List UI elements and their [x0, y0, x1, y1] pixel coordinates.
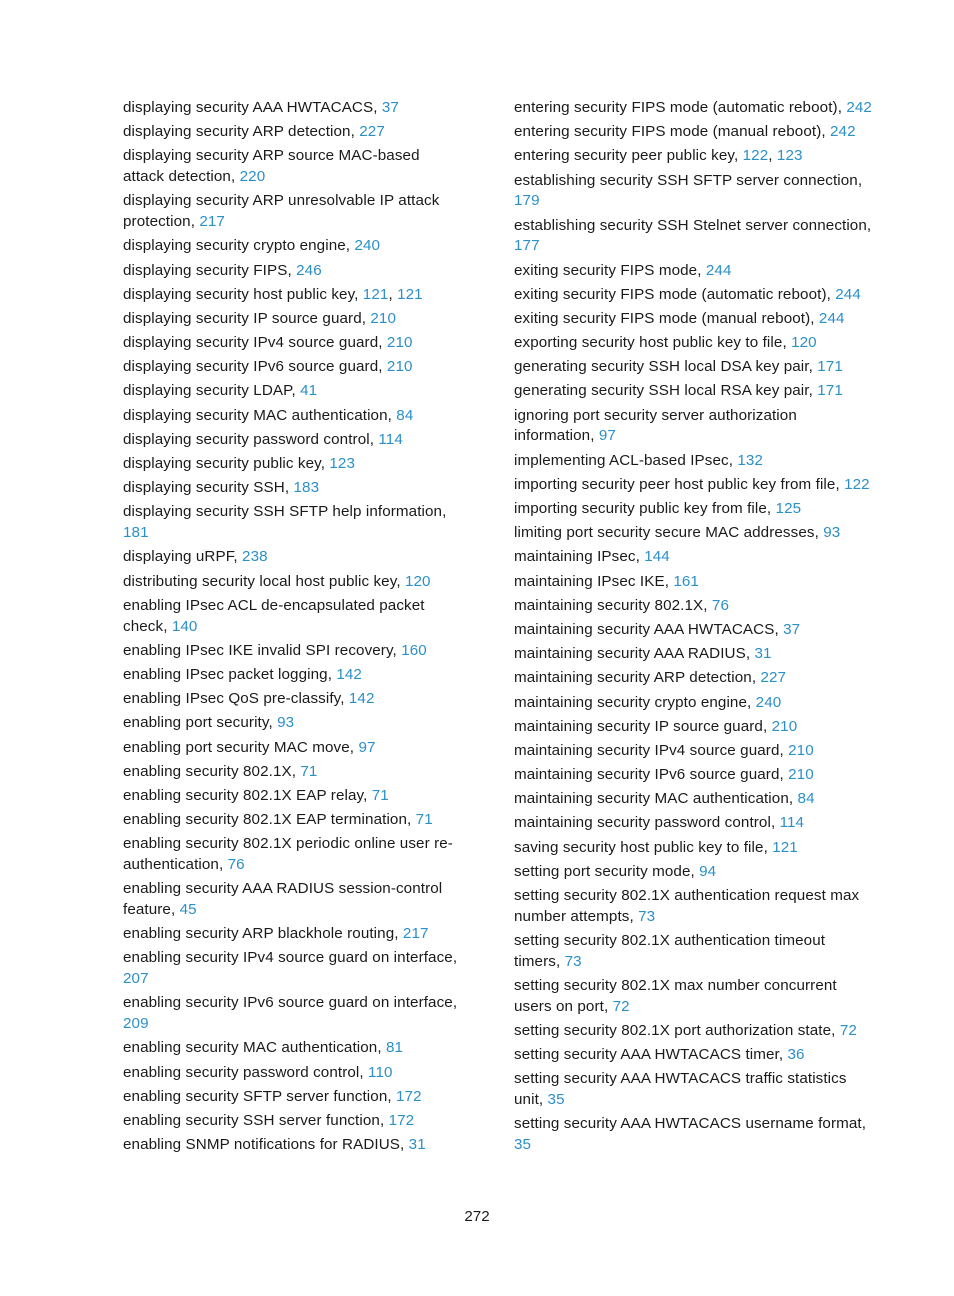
page-link[interactable]: 210: [370, 309, 397, 327]
page-link[interactable]: 240: [755, 693, 782, 711]
index-term: enabling security 802.1X periodic online user re-authentication: [123, 835, 453, 874]
page-link[interactable]: 121: [397, 285, 423, 303]
page-link[interactable]: 207: [123, 970, 149, 988]
index-entry: importing security public key from file, 125: [514, 500, 802, 518]
index-entry: maintaining security IPv4 source guard, 210: [514, 741, 814, 759]
page-link[interactable]: 31: [754, 645, 772, 663]
page-link[interactable]: 160: [401, 641, 427, 659]
page-link[interactable]: 161: [673, 572, 699, 590]
page-link[interactable]: 246: [296, 261, 322, 279]
page-link[interactable]: 210: [386, 358, 413, 376]
index-entry: entering security FIPS mode (automatic reboot), 242: [514, 99, 872, 116]
page-link[interactable]: 35: [547, 1091, 565, 1109]
index-entry: setting security AAA HWTACACS username format, 35: [514, 1115, 867, 1154]
index-entry: maintaining security ARP detection, 227: [514, 669, 787, 687]
page-link[interactable]: 73: [564, 952, 582, 970]
index-term: maintaining security IP source guard: [514, 717, 763, 735]
index-term: enabling security SSH server function: [123, 1111, 380, 1129]
index-entry: entering security FIPS mode (manual reboot), 242: [514, 123, 856, 141]
page-link[interactable]: 209: [123, 1015, 149, 1033]
page-link[interactable]: 142: [336, 665, 362, 683]
index-entry: displaying security ARP detection, 227: [123, 123, 385, 141]
page-link[interactable]: 183: [293, 479, 320, 497]
page-link[interactable]: 76: [711, 596, 730, 614]
page-link[interactable]: 244: [818, 309, 845, 327]
page-link[interactable]: 210: [788, 766, 814, 784]
index-term: enabling SNMP notifications for RADIUS: [123, 1136, 401, 1154]
index-term: enabling security IPv6 source guard on interface: [123, 994, 453, 1012]
index-term: enabling IPsec ACL de-encapsulated packet check: [123, 596, 425, 635]
index-term: establishing security SSH Stelnet server connection: [514, 216, 867, 234]
index-entry: enabling IPsec QoS pre-classify, 142: [123, 690, 375, 708]
index-entry: enabling security password control, 110: [123, 1063, 393, 1081]
index-term: ignoring port security server authorization information: [514, 406, 797, 445]
page-link[interactable]: 242: [846, 99, 872, 116]
index-entry: displaying security MAC authentication, 84: [123, 406, 414, 424]
index-term: maintaining IPsec IKE: [514, 572, 665, 590]
index-term: importing security peer host public key from file: [514, 475, 836, 493]
page-link[interactable]: 73: [638, 907, 656, 925]
index-entry: setting security 802.1X max number concurrent users on port, 72: [514, 976, 837, 1015]
index-term: entering security FIPS mode (manual reboot): [514, 123, 822, 141]
index-term: setting security 802.1X authentication timeout timers: [514, 932, 826, 970]
index-entry: entering security peer public key, 122, 123: [514, 147, 803, 165]
index-entry: enabling security 802.1X, 71: [123, 762, 318, 780]
index-term: saving security host public key to file: [514, 838, 764, 856]
page-link[interactable]: 210: [788, 741, 814, 759]
index-entry: establishing security SSH SFTP server connection, 179: [514, 171, 863, 210]
index-entry: generating security SSH local RSA key pair, 171: [514, 382, 843, 400]
page-link[interactable]: 94: [699, 862, 717, 880]
page-link[interactable]: 71: [300, 762, 318, 780]
index-entry: establishing security SSH Stelnet server connection, 177: [514, 216, 872, 255]
index-term: maintaining security IPv4 source guard: [514, 741, 780, 759]
index-entry: setting port security mode, 94: [514, 862, 717, 880]
index-entry: maintaining security 802.1X, 76: [514, 596, 730, 614]
index-entry: exporting security host public key to file, 120: [514, 334, 817, 352]
index-entry: enabling security IPv4 source guard on interface, 207: [123, 949, 458, 988]
page-link[interactable]: 244: [835, 285, 861, 303]
page-link[interactable]: 45: [179, 901, 197, 919]
index-entry: enabling security ARP blackhole routing, 217: [123, 925, 429, 943]
page-link[interactable]: 36: [787, 1046, 805, 1064]
index-entry: displaying security password control, 114: [123, 430, 403, 448]
index-entry: maintaining security IP source guard, 210: [514, 717, 798, 735]
page-link[interactable]: 210: [386, 334, 413, 352]
index-term: displaying security ARP unresolvable IP attack protection: [123, 192, 440, 231]
index-entry: exiting security FIPS mode (manual reboot), 244: [514, 309, 845, 327]
index-term: enabling security 802.1X EAP relay: [123, 786, 364, 804]
index-term: limiting port security secure MAC addresses: [514, 524, 815, 542]
page-link[interactable]: 97: [598, 427, 616, 445]
index-entry: enabling security 802.1X EAP relay, 71: [123, 786, 389, 804]
index-entry: maintaining security crypto engine, 240: [514, 693, 782, 711]
index-term: enabling security 802.1X EAP termination: [123, 811, 408, 829]
page-number: 272: [464, 1208, 490, 1225]
index-term: setting security AAA HWTACACS traffic statistics unit: [514, 1070, 847, 1109]
index-entry: displaying security IPv4 source guard, 210: [123, 334, 413, 352]
index-entry: implementing ACL-based IPsec, 132: [514, 451, 763, 469]
page-link[interactable]: 97: [358, 738, 376, 756]
index-term: maintaining security password control: [514, 814, 771, 832]
index-term: enabling security 802.1X: [123, 762, 292, 780]
index-term: entering security peer public key: [514, 147, 734, 165]
index-entry: setting security 802.1X authentication request max number attempts, 73: [514, 887, 860, 925]
index-term: setting security 802.1X authentication request max number attempts: [514, 887, 860, 925]
page-link[interactable]: 72: [839, 1021, 857, 1039]
index-entry: setting security AAA HWTACACS timer, 36: [514, 1046, 805, 1064]
index-term: displaying security IPv4 source guard: [123, 334, 379, 352]
page-link[interactable]: 171: [817, 358, 843, 376]
index-term: establishing security SSH SFTP server connection: [514, 171, 858, 189]
index-term: enabling security IPv4 source guard on interface: [123, 949, 453, 967]
index-term: maintaining security AAA HWTACACS: [514, 620, 775, 638]
index-term: displaying security password control: [123, 430, 370, 448]
page-link[interactable]: 177: [514, 237, 540, 255]
index-entry: enabling security 802.1X periodic online user re-authentication, 76: [123, 835, 453, 874]
page-link[interactable]: 31: [408, 1136, 426, 1154]
index-entry: displaying uRPF, 238: [123, 548, 268, 566]
index-term: displaying uRPF: [123, 548, 234, 566]
page-link[interactable]: 220: [239, 168, 266, 186]
page-link[interactable]: 121: [772, 838, 798, 856]
page-link[interactable]: 114: [378, 430, 403, 448]
page-link[interactable]: 240: [354, 237, 381, 255]
page-link[interactable]: 81: [385, 1039, 404, 1057]
index-entry: maintaining security IPv6 source guard, 210: [514, 766, 814, 784]
page-link[interactable]: 37: [783, 620, 801, 638]
index-column-right: [514, 98, 874, 1159]
index-term: setting security AAA HWTACACS timer: [514, 1046, 779, 1064]
index-term: enabling port security MAC move: [123, 738, 350, 756]
index-entry: setting security 802.1X port authorization state, 72: [514, 1021, 857, 1039]
index-term: setting security AAA HWTACACS username format: [514, 1115, 862, 1133]
page-link[interactable]: 244: [705, 261, 732, 279]
index-term: importing security public key from file: [514, 500, 767, 518]
index-entry: displaying security ARP source MAC-based attack detection, 220: [123, 147, 420, 186]
index-term: displaying security IP source guard: [123, 309, 362, 327]
page-link[interactable]: 238: [242, 548, 268, 566]
index-column-left: [123, 98, 463, 1159]
index-term: displaying security ARP source MAC-based attack detection: [123, 147, 420, 186]
page-link[interactable]: 123: [329, 455, 355, 473]
index-entry: maintaining IPsec IKE, 161: [514, 572, 699, 590]
index-term: generating security SSH local DSA key pair: [514, 358, 809, 376]
page-link[interactable]: 172: [396, 1087, 422, 1105]
page-link[interactable]: 110: [368, 1063, 393, 1081]
index-entry: enabling IPsec packet logging, 142: [123, 665, 362, 683]
page-link[interactable]: 217: [199, 213, 225, 231]
index-entry: enabling security MAC authentication, 81: [123, 1039, 404, 1057]
index-entry: displaying security SSH SFTP help information, 181: [123, 503, 447, 542]
index-term: maintaining security MAC authentication: [514, 790, 789, 808]
index-entry: displaying security IPv6 source guard, 210: [123, 358, 413, 376]
index-entry: displaying security host public key, 121, 121: [123, 285, 423, 303]
index-entry: enabling IPsec IKE invalid SPI recovery, 160: [123, 641, 427, 659]
index-term: displaying security MAC authentication: [123, 406, 388, 424]
page-link[interactable]: 114: [779, 814, 805, 832]
page-link[interactable]: 72: [612, 997, 630, 1015]
page-link[interactable]: 172: [388, 1111, 415, 1129]
index-entry: enabling security 802.1X EAP termination, 71: [123, 811, 433, 829]
index-term: distributing security local host public key: [123, 572, 397, 590]
page-link[interactable]: 227: [359, 123, 385, 141]
index-entry: enabling IPsec ACL de-encapsulated packet check, 140: [123, 596, 425, 635]
index-term: setting port security mode: [514, 862, 691, 880]
page-link[interactable]: 210: [771, 717, 798, 735]
index-entry: enabling SNMP notifications for RADIUS, 31: [123, 1136, 426, 1154]
index-term: enabling security AAA RADIUS session-control feature: [123, 880, 443, 919]
page-link[interactable]: 120: [404, 572, 431, 590]
index-term: exiting security FIPS mode (manual reboot): [514, 309, 811, 327]
index-entry: enabling security AAA RADIUS session-control feature, 45: [123, 880, 443, 919]
page-link[interactable]: 93: [823, 524, 841, 542]
page-link[interactable]: 84: [396, 406, 414, 424]
page-link[interactable]: 217: [402, 925, 429, 943]
index-term: displaying security crypto engine: [123, 237, 346, 255]
index-entry: maintaining security password control, 114: [514, 814, 805, 832]
index-entry: displaying security ARP unresolvable IP attack protection, 217: [123, 192, 440, 231]
page-link[interactable]: 41: [300, 382, 318, 400]
index-entry: saving security host public key to file, 121: [514, 838, 798, 856]
index-term: displaying security LDAP: [123, 382, 292, 400]
index-term: maintaining security 802.1X: [514, 596, 704, 614]
index-term: enabling security SFTP server function: [123, 1087, 388, 1105]
page-link[interactable]: 171: [817, 382, 843, 400]
index-entry: distributing security local host public key, 120: [123, 572, 431, 590]
page-link[interactable]: 125: [775, 500, 802, 518]
page-link[interactable]: 181: [123, 524, 149, 542]
page-link[interactable]: 84: [797, 790, 815, 808]
index-entry: displaying security IP source guard, 210: [123, 309, 397, 327]
page-link[interactable]: 71: [371, 786, 389, 804]
index-term: enabling security password control: [123, 1063, 360, 1081]
index-entry: enabling security SSH server function, 172: [123, 1111, 415, 1129]
index-term: displaying security SSH SFTP help information: [123, 503, 443, 521]
index-term: displaying security ARP detection: [123, 123, 351, 141]
page-link[interactable]: 123: [776, 147, 803, 165]
index-entry: generating security SSH local DSA key pair, 171: [514, 358, 843, 376]
index-term: maintaining IPsec: [514, 548, 636, 566]
page-link[interactable]: 132: [737, 451, 763, 469]
index-term: displaying security SSH: [123, 479, 285, 497]
page-link[interactable]: 121: [362, 285, 389, 303]
index-term: implementing ACL-based IPsec: [514, 451, 729, 469]
index-entry: importing security peer host public key from file, 122: [514, 475, 870, 493]
page-link[interactable]: 242: [830, 123, 856, 141]
index-entry: maintaining security AAA HWTACACS, 37: [514, 620, 801, 638]
page-link[interactable]: 37: [381, 99, 399, 116]
index-entry: enabling security IPv6 source guard on interface, 209: [123, 994, 458, 1033]
index-term: displaying security FIPS: [123, 261, 288, 279]
page-link[interactable]: 144: [644, 548, 670, 566]
index-term: exporting security host public key to file: [514, 334, 783, 352]
index-entry: setting security AAA HWTACACS traffic statistics unit, 35: [514, 1070, 847, 1109]
index-entry: exiting security FIPS mode (automatic reboot), 244: [514, 285, 861, 303]
index-term: enabling port security: [123, 714, 269, 732]
index-term: enabling IPsec IKE invalid SPI recovery: [123, 641, 393, 659]
index-term: maintaining security AAA RADIUS: [514, 645, 746, 663]
page-link[interactable]: 142: [348, 690, 375, 708]
page-link[interactable]: 122: [742, 147, 769, 165]
index-entry: displaying security crypto engine, 240: [123, 237, 381, 255]
index-term: exiting security FIPS mode: [514, 261, 698, 279]
index-entry: displaying security LDAP, 41: [123, 382, 318, 400]
index-entry: displaying security public key, 123: [123, 455, 355, 473]
index-term: enabling IPsec QoS pre-classify: [123, 690, 341, 708]
page-link[interactable]: 76: [227, 856, 245, 874]
page-link[interactable]: 179: [514, 192, 540, 210]
index-term: setting security 802.1X max number concurrent users on port: [514, 976, 837, 1015]
page-link[interactable]: 93: [277, 714, 295, 732]
index-entry: displaying security SSH, 183: [123, 479, 320, 497]
index-entry: enabling security SFTP server function, 172: [123, 1087, 422, 1105]
index-term: exiting security FIPS mode (automatic reboot): [514, 285, 827, 303]
page-link[interactable]: 35: [514, 1136, 532, 1154]
index-term: maintaining security ARP detection: [514, 669, 752, 687]
page-link[interactable]: 120: [791, 334, 817, 352]
page-link[interactable]: 227: [760, 669, 787, 687]
index-term: setting security 802.1X port authorization state: [514, 1021, 832, 1039]
index-term: generating security SSH local RSA key pair: [514, 382, 809, 400]
index-term: enabling security ARP blackhole routing: [123, 925, 395, 943]
index-term: enabling IPsec packet logging: [123, 665, 328, 683]
index-term: displaying security public key: [123, 455, 321, 473]
index-term: entering security FIPS mode (automatic reboot): [514, 99, 838, 116]
index-entry: displaying security AAA HWTACACS, 37: [123, 99, 399, 116]
index-term: displaying security host public key: [123, 285, 355, 303]
page-link[interactable]: 140: [171, 617, 198, 635]
index-entry: limiting port security secure MAC addresses, 93: [514, 524, 841, 542]
index-entry: maintaining security MAC authentication, 84: [514, 790, 815, 808]
index-entry: setting security 802.1X authentication timeout timers, 73: [514, 932, 826, 970]
index-term: displaying security AAA HWTACACS: [123, 99, 374, 116]
index-entry: ignoring port security server authorization information, 97: [514, 406, 797, 445]
page-link[interactable]: 122: [844, 475, 870, 493]
index-term: maintaining security crypto engine: [514, 693, 748, 711]
index-term: displaying security IPv6 source guard: [123, 358, 379, 376]
index-term: enabling security MAC authentication: [123, 1039, 378, 1057]
index-term: maintaining security IPv6 source guard: [514, 766, 780, 784]
index-entry: enabling port security, 93: [123, 714, 295, 732]
index-entry: enabling port security MAC move, 97: [123, 738, 376, 756]
index-entry: displaying security FIPS, 246: [123, 261, 322, 279]
index-entry: maintaining security AAA RADIUS, 31: [514, 645, 772, 663]
page-link[interactable]: 71: [415, 811, 433, 829]
index-entry: exiting security FIPS mode, 244: [514, 261, 732, 279]
index-entry: maintaining IPsec, 144: [514, 548, 670, 566]
